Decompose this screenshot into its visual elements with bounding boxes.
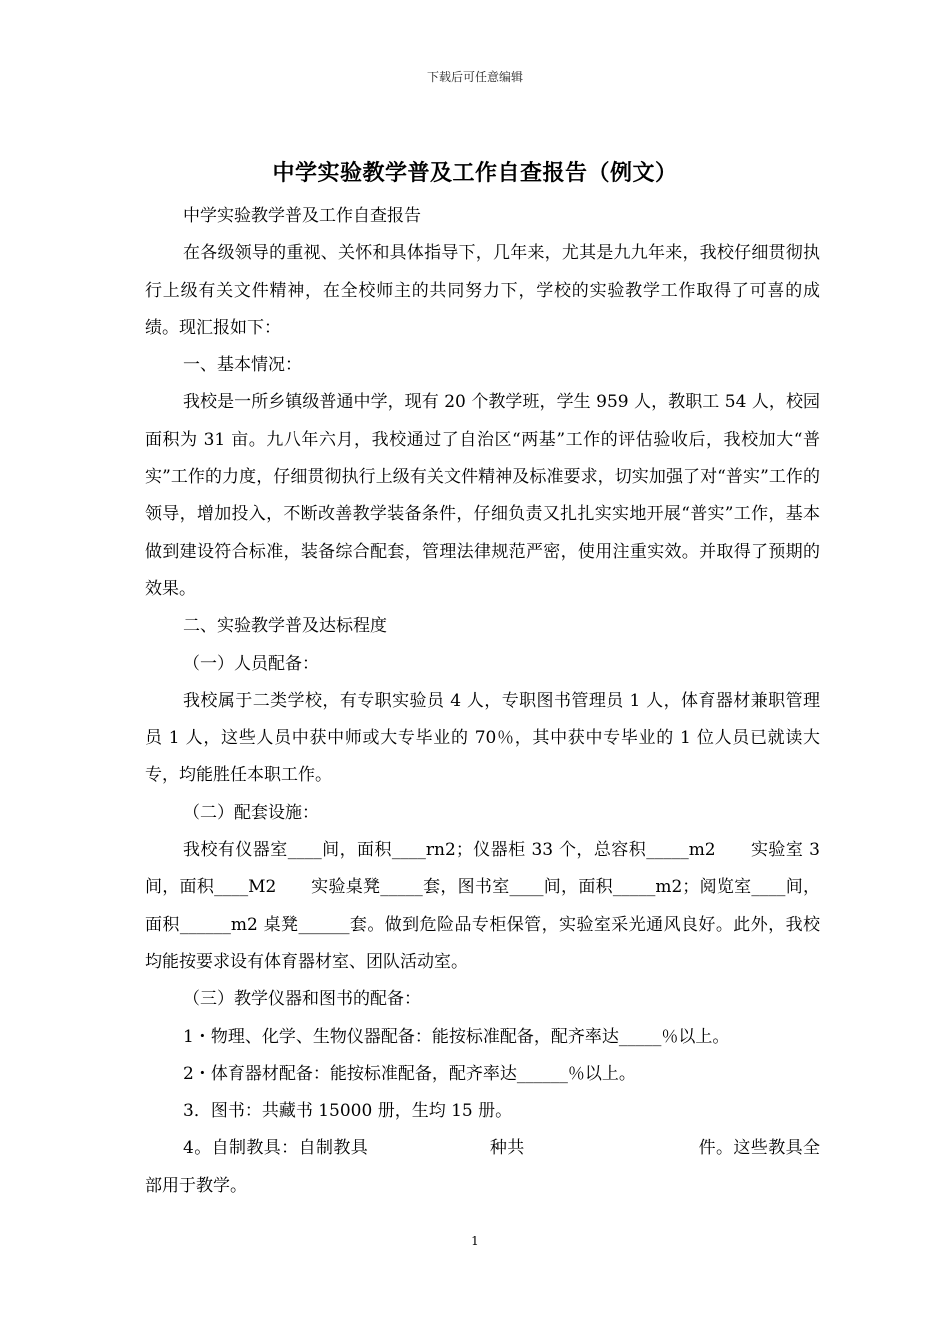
page-header: 下载后可任意编辑 bbox=[426, 70, 523, 84]
document-body bbox=[145, 198, 820, 1205]
equipment-item-1: 1・物理、化学、生物仪器配备：能按标准配备，配齐率达_____％以上。 bbox=[183, 1026, 730, 1047]
document-title: 中学实验教学普及工作自查报告（例文） bbox=[272, 160, 678, 186]
equipment-item-2: 2・体育器材配备：能按标准配备，配齐率达______％以上。 bbox=[183, 1063, 636, 1084]
section-heading-basic: 一、基本情况： bbox=[183, 355, 302, 376]
equipment-item-4: 4。自制教具：自制教具 种共 件。这些教具全部用于教学。 bbox=[145, 1138, 820, 1196]
page-number: 1 bbox=[471, 1234, 479, 1248]
equipment-item-3: 3．图书：共藏书 15000 册，生均 15 册。 bbox=[183, 1101, 513, 1122]
subtitle-paragraph: 中学实验教学普及工作自查报告 bbox=[183, 206, 421, 226]
intro-paragraph: 在各级领导的重视、关怀和具体指导下，几年来，尤其是九九年来，我校仔细贯彻执行上级有关文件精神，在全校师主的共同努力下，学校的实验教学工作取得了可喜的成绩。现汇报如下： bbox=[145, 243, 820, 338]
subheading-facilities: （二）配套设施： bbox=[183, 802, 319, 823]
subheading-equipment: （三）教学仪器和图书的配备： bbox=[183, 989, 421, 1010]
staffing-paragraph: 我校属于二类学校，有专职实验员 4 人，专职图书管理员 1 人，体育器材兼职管理员 1 人，这些人员中获中师或大专毕业的 70％，其中获中专毕业的 1 位人员已就读大专，均能胜任本职工作。 bbox=[145, 690, 820, 786]
basic-info-paragraph: 我校是一所乡镇级普通中学，现有 20 个教学班，学生 959 人，教职工 54 人，校园面积为 31 亩。九八年六月，我校通过了自治区“两基”工作的评估验收后，我校加大“普实”工作的力度，仔细贯彻执行上级有关文件精神及标准要求，切实加强了对“普实”工作的领导，增加投入，不断改善教学装备条件，仔细负责又扎扎实实地开展“普实”工作，基本做到建设符合标准，装备综合配套，管理法律规范严密，使用注重实效。并取得了预期的效果。 bbox=[145, 392, 820, 599]
facilities-paragraph: 我校有仪器室____间，面积____rn2；仪器柜 33 个，总容积_____m2 实验室 3 间，面积____M2 实验桌凳_____套，图书室____间，面积_____m2；阅览室____间，面积______m2 桌凳______套。做到危险品专柜保管，实验室采光通风良好。此外，我校均能按要求设有体育器材室、团队活动室。 bbox=[145, 840, 820, 972]
subheading-staffing: （一）人员配备： bbox=[183, 653, 319, 674]
section-heading-standards: 二、实验教学普及达标程度 bbox=[183, 616, 387, 637]
